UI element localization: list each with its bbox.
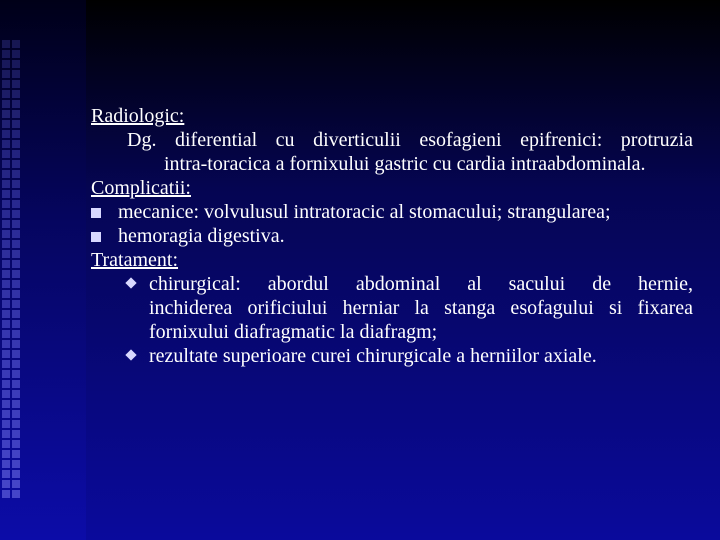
decorative-square — [12, 280, 20, 288]
decorative-square — [2, 130, 10, 138]
decorative-square — [12, 250, 20, 258]
diamond-bullet-icon — [125, 277, 136, 288]
decorative-square — [12, 90, 20, 98]
decorative-square — [2, 180, 10, 188]
decorative-square — [12, 330, 20, 338]
decorative-square — [2, 220, 10, 228]
decorative-square — [2, 430, 10, 438]
decorative-square — [12, 220, 20, 228]
decorative-square — [12, 130, 20, 138]
decorative-square — [12, 140, 20, 148]
decorative-square — [12, 420, 20, 428]
decorative-square — [12, 210, 20, 218]
decorative-square — [12, 100, 20, 108]
decorative-square — [2, 200, 10, 208]
decorative-square — [2, 300, 10, 308]
decorative-square — [12, 120, 20, 128]
decorative-square — [2, 170, 10, 178]
decorative-square — [2, 100, 10, 108]
decorative-square — [2, 70, 10, 78]
decorative-square — [2, 110, 10, 118]
decorative-square — [2, 280, 10, 288]
complicatie-1: mecanice: volvulusul intratoracic al stomacului; strangularea; — [118, 201, 611, 223]
decorative-square — [12, 160, 20, 168]
decorative-square — [2, 150, 10, 158]
decorative-square — [2, 470, 10, 478]
diamond-bullet-icon — [125, 349, 136, 360]
decorative-square — [2, 420, 10, 428]
tratament-1-line-3: fornixului diafragmatic la diafragm; — [149, 321, 438, 343]
decorative-square — [12, 380, 20, 388]
decorative-square — [2, 360, 10, 368]
decorative-square — [2, 330, 10, 338]
decorative-square — [2, 40, 10, 48]
decorative-square — [12, 470, 20, 478]
decorative-square — [12, 200, 20, 208]
decorative-square — [12, 430, 20, 438]
decorative-square — [12, 480, 20, 488]
decorative-square — [2, 350, 10, 358]
decorative-square — [12, 370, 20, 378]
list-item — [91, 344, 693, 368]
decorative-square — [2, 230, 10, 238]
decorative-square — [2, 190, 10, 198]
decorative-square — [12, 340, 20, 348]
decorative-square — [2, 310, 10, 318]
decorative-square — [12, 80, 20, 88]
heading-radiologic: Radiologic: — [91, 105, 185, 127]
decorative-square — [2, 250, 10, 258]
decorative-square — [12, 400, 20, 408]
decorative-square — [12, 320, 20, 328]
decorative-square — [12, 150, 20, 158]
decorative-square — [2, 270, 10, 278]
decorative-square-pattern — [0, 40, 22, 500]
decorative-square — [2, 90, 10, 98]
heading-tratament: Tratament: — [91, 249, 179, 271]
decorative-square — [12, 50, 20, 58]
heading-complicatii: Complicatii: — [91, 177, 191, 199]
complicatie-2: hemoragia digestiva. — [118, 225, 285, 247]
decorative-square — [2, 400, 10, 408]
list-item — [91, 272, 693, 344]
decorative-square — [12, 350, 20, 358]
decorative-square — [12, 240, 20, 248]
list-item — [91, 200, 693, 224]
decorative-square — [2, 410, 10, 418]
decorative-square — [2, 480, 10, 488]
dg-paragraph — [91, 128, 693, 152]
decorative-square — [2, 260, 10, 268]
decorative-square — [2, 210, 10, 218]
decorative-square — [12, 310, 20, 318]
decorative-square — [2, 390, 10, 398]
decorative-square — [12, 270, 20, 278]
list-item — [91, 224, 693, 248]
decorative-left-strip — [0, 0, 86, 540]
decorative-square — [12, 70, 20, 78]
decorative-square — [12, 300, 20, 308]
decorative-square — [2, 290, 10, 298]
dg-line-2: intra-toracica a fornixului gastric cu cardia intraabdominala. — [164, 153, 646, 175]
decorative-square — [2, 460, 10, 468]
decorative-square — [12, 440, 20, 448]
decorative-square — [2, 440, 10, 448]
tratament-1-line-2: inchiderea orificiului herniar la stanga esofagului si fixarea — [149, 297, 693, 319]
tratament-2: rezultate superioare curei chirurgicale a herniilor axiale. — [149, 345, 597, 367]
decorative-square — [12, 490, 20, 498]
decorative-square — [12, 230, 20, 238]
square-bullet-icon — [91, 208, 101, 218]
decorative-square — [12, 260, 20, 268]
decorative-square — [2, 140, 10, 148]
decorative-square — [12, 360, 20, 368]
decorative-square — [12, 170, 20, 178]
dg-line-1: Dg. diferential cu diverticulii esofagieni epifrenici: protruzia — [127, 129, 693, 151]
decorative-square — [2, 340, 10, 348]
decorative-square — [2, 50, 10, 58]
decorative-square — [12, 180, 20, 188]
decorative-square — [2, 490, 10, 498]
decorative-square — [2, 370, 10, 378]
decorative-square — [2, 450, 10, 458]
decorative-square — [12, 60, 20, 68]
decorative-square — [12, 410, 20, 418]
decorative-square — [2, 80, 10, 88]
decorative-square — [12, 290, 20, 298]
decorative-square — [12, 460, 20, 468]
decorative-square — [2, 120, 10, 128]
decorative-square — [12, 110, 20, 118]
decorative-square — [12, 40, 20, 48]
slide-content — [91, 104, 693, 368]
decorative-square — [2, 60, 10, 68]
decorative-square — [12, 390, 20, 398]
decorative-square — [2, 320, 10, 328]
square-bullet-icon — [91, 232, 101, 242]
decorative-square — [2, 240, 10, 248]
decorative-square — [2, 380, 10, 388]
decorative-square — [12, 190, 20, 198]
tratament-1-line-1: chirurgical: abordul abdominal al sacului de hernie, — [149, 273, 693, 295]
decorative-square — [12, 450, 20, 458]
decorative-square — [2, 160, 10, 168]
dg-paragraph-cont — [91, 152, 693, 176]
